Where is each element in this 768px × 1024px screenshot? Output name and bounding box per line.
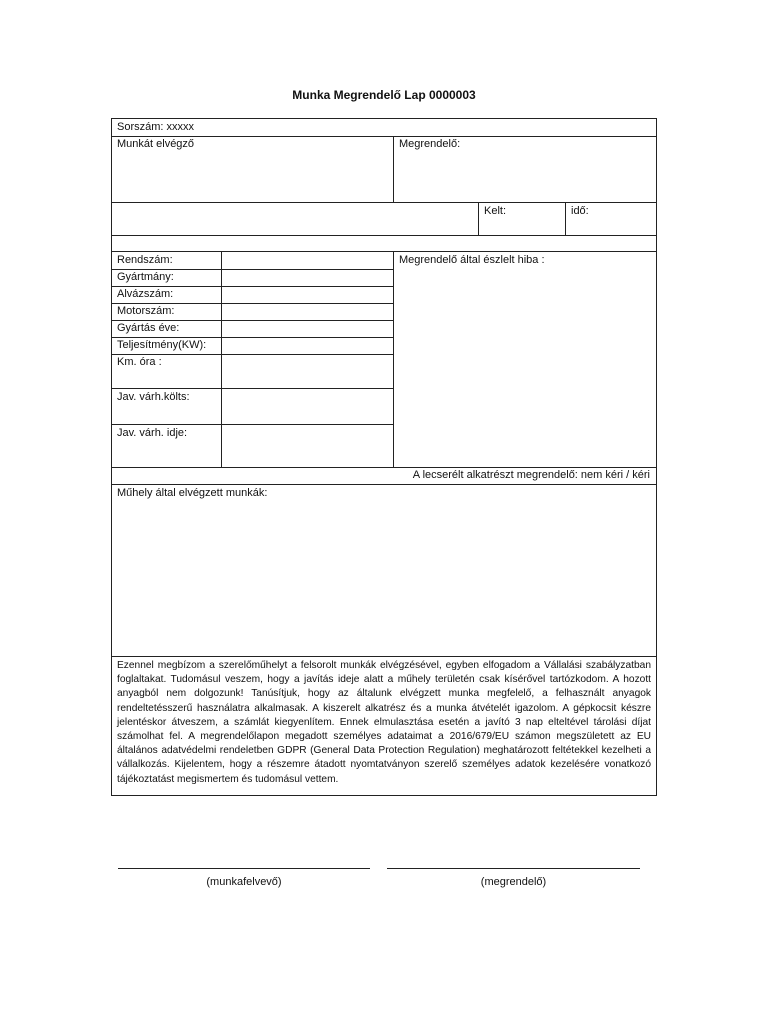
- chassis-number-label: Alvázszám:: [117, 288, 174, 300]
- manufacture-year-field[interactable]: [223, 321, 392, 337]
- column-divider: [393, 252, 394, 467]
- power-label: Teljesítmény(KW):: [117, 339, 207, 351]
- customer-label: Megrendelő:: [399, 138, 461, 150]
- work-done-field[interactable]: [113, 502, 655, 655]
- estimated-cost-label: Jav. várh.költs:: [117, 391, 190, 403]
- reported-fault-field[interactable]: [395, 269, 655, 467]
- work-order-form: [111, 118, 657, 796]
- time-label: idő:: [571, 205, 589, 217]
- power-field[interactable]: [223, 338, 392, 354]
- row-divider: [112, 467, 656, 468]
- odometer-field[interactable]: [223, 355, 392, 388]
- plate-number-label: Rendszám:: [117, 254, 173, 266]
- make-label: Gyártmány:: [117, 271, 174, 283]
- replaced-parts-label: A lecserélt alkatrészt megrendelő: nem kéri / kéri: [412, 469, 650, 481]
- note-field[interactable]: [113, 203, 477, 234]
- chassis-number-field[interactable]: [223, 287, 392, 303]
- column-divider: [478, 202, 479, 235]
- work-done-label: Műhely által elvégzett munkák:: [117, 487, 268, 499]
- row-divider: [112, 656, 656, 657]
- column-divider: [221, 252, 222, 467]
- signature-line-right[interactable]: [387, 868, 640, 869]
- odometer-label: Km. óra :: [117, 356, 162, 368]
- engine-number-label: Motorszám:: [117, 305, 175, 317]
- serial-number-label: Sorszám: xxxxx: [117, 121, 195, 133]
- consent-text: Ezennel megbízom a szerelőműhelyt a felsorolt munkák elvégzésével, egyben elfogadom a Vállalási szabályzatban foglaltakat. Tudomásul veszem, hogy a javítás ideje alatt a műhely területén csak kísérővel tartózkodom. A hozott anyagból nem dolgozunk! Tanúsítjuk, hogy az általunk elvégzett munka megfelelő, a felhasznált anyagok rendeltetésszerű használatra alkalmasak. A kiszerelt alkatrész és a munka átvételét igazolom. A gépkocsit készre jelentéskor átveszem, a számlát kiegyenlítem. Ennek elmulasztása esetén a javító 3 nap elteltével tárolási díjat számolhat fel. A megrendelőlapon megadott személyes adataimat a 2016/679/EU számon megszületett az EU általános adatvédelmi rendeletben GDPR (General Data Protection Regulation) meghatározott feltétekkel kezelheti a vállalkozás. Kijelentem, hogy a részemre átadott nyomtatványon szerelő személyes adatok kezelésére vonatkozó tájékoztatást megismertem és tudomásul vettem.: [117, 660, 651, 785]
- signature-label-left: (munkafelvevő): [206, 876, 282, 888]
- date-field[interactable]: [514, 203, 564, 234]
- form-title: Munka Megrendelő Lap 0000003: [292, 88, 476, 102]
- plate-number-field[interactable]: [223, 253, 392, 269]
- estimated-cost-field[interactable]: [223, 389, 392, 424]
- time-field[interactable]: [600, 203, 655, 234]
- column-divider: [565, 202, 566, 235]
- estimated-time-field[interactable]: [223, 425, 392, 467]
- estimated-time-label: Jav. várh. idje:: [117, 427, 188, 439]
- performer-field[interactable]: [113, 151, 392, 201]
- make-field[interactable]: [223, 270, 392, 286]
- signature-line-left[interactable]: [118, 868, 370, 869]
- row-divider: [112, 136, 656, 137]
- row-divider: [112, 484, 656, 485]
- signature-label-right: (megrendelő): [480, 876, 547, 888]
- row-divider: [112, 251, 656, 252]
- performer-label: Munkát elvégző: [117, 138, 195, 150]
- customer-field[interactable]: [395, 151, 655, 201]
- column-divider: [393, 136, 394, 202]
- reported-fault-label: Megrendelő által észlelt hiba :: [399, 254, 545, 266]
- date-label: Kelt:: [484, 205, 507, 217]
- row-divider: [112, 235, 656, 236]
- manufacture-year-label: Gyártás éve:: [117, 322, 180, 334]
- engine-number-field[interactable]: [223, 304, 392, 320]
